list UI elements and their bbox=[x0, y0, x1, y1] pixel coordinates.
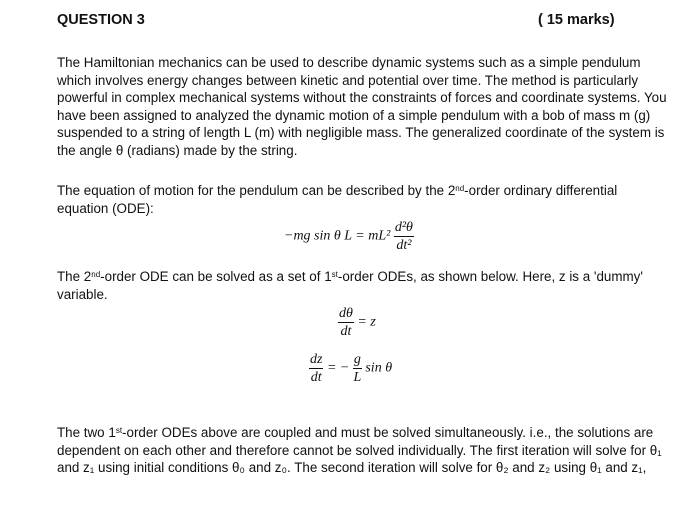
equation3-g-over-l bbox=[353, 352, 362, 385]
equation3-equals: = − bbox=[326, 360, 350, 376]
p2-sup: nd bbox=[455, 184, 465, 193]
equation1-numerator: d²θ bbox=[394, 220, 413, 235]
first-order-paragraph bbox=[57, 268, 669, 303]
equation3-rhs: sin θ bbox=[365, 360, 393, 376]
p2-text-b: -order ordinary differential equation (ODE): bbox=[57, 183, 618, 216]
equation3-numerator: dz bbox=[310, 352, 323, 367]
p3-text-b: -order ODE can be solved as a set of 1 bbox=[100, 269, 332, 284]
equation1-lhs: −mg sin θ L = mL² bbox=[284, 228, 391, 244]
equation3-l: L bbox=[353, 370, 362, 385]
equation-dtheta-dt bbox=[338, 306, 376, 339]
p4-text-b: -order ODEs above are coupled and must be solved simultaneously. i.e., the solutions are dependent on each other and therefore cannot be solved individually. The first iteration will solve for θ₁ and z₁ using initial conditions θ₀ and z₀. The second iteration will solve for θ₂ and z₂ using θ₁ and z₁, bbox=[57, 425, 662, 476]
equation2-numerator: dθ bbox=[339, 306, 353, 321]
equation3-g: g bbox=[353, 352, 361, 367]
p2-text-a: The equation of motion for the pendulum can be described by the 2 bbox=[57, 183, 456, 198]
equation-of-motion bbox=[284, 220, 414, 253]
equation-dz-dt bbox=[309, 352, 392, 385]
p4-text-a: The two 1 bbox=[57, 425, 116, 440]
question-header bbox=[0, 12, 697, 34]
equation2-denominator: dt bbox=[340, 324, 352, 339]
equation1-denominator: dt² bbox=[396, 238, 412, 253]
p3-text-c: -order ODEs, as shown below. Here, z is a 'dummy' variable. bbox=[57, 269, 643, 302]
equation2-rhs: = z bbox=[357, 314, 376, 330]
equation1-fraction bbox=[394, 220, 414, 253]
coupled-odes-paragraph bbox=[57, 424, 669, 477]
equation3-denominator: dt bbox=[310, 370, 322, 385]
p3-sup-2: st bbox=[331, 270, 338, 279]
p3-text-a: The 2 bbox=[57, 269, 92, 284]
equation2-fraction bbox=[338, 306, 354, 339]
p3-sup-1: nd bbox=[91, 270, 101, 279]
question-title: QUESTION 3 bbox=[57, 12, 145, 28]
p4-sup: st bbox=[115, 426, 123, 435]
equation-of-motion-paragraph bbox=[57, 182, 669, 217]
question-marks: ( 15 marks) bbox=[538, 12, 615, 28]
equation3-fraction bbox=[309, 352, 323, 385]
intro-paragraph: The Hamiltonian mechanics can be used to describe dynamic systems such as a simple pendulum which involves energy changes between kinetic and potential over time. The method is particularly powerful in complex mechanical systems without the constraints of forces and coordinate systems. You have been assigned to analyzed the dynamic motion of a simple pendulum with a bob of mass m (g) suspended to a string of length L (m) with negligible mass. The generalized coordinate of the system is the angle θ (radians) made by the string. bbox=[57, 55, 667, 158]
